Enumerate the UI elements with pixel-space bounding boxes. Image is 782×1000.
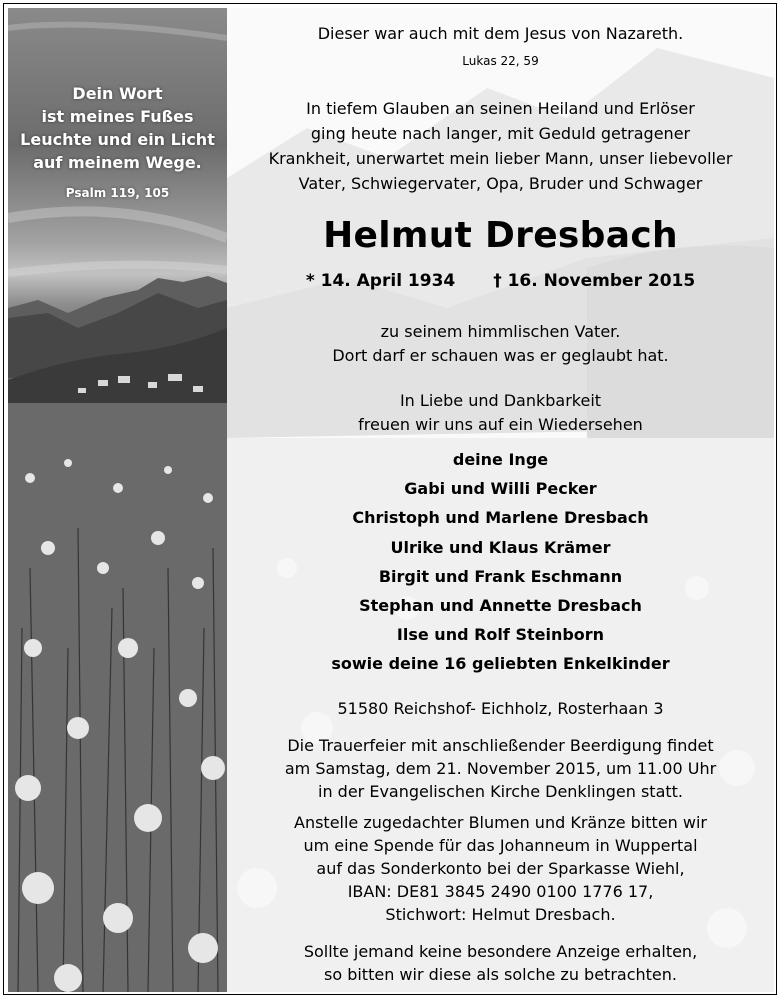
intro-paragraph (227, 96, 774, 196)
thanks-line: freuen wir uns auf ein Wiedersehen (358, 415, 643, 434)
intro-line: Krankheit, unerwartet mein lieber Mann, unser liebevoller (268, 149, 733, 168)
deceased-name: Helmut Dresbach (323, 215, 678, 256)
death-date: † 16. November 2015 (493, 271, 696, 291)
farewell-line: Dort darf er schauen was er geglaubt hat. (332, 346, 669, 365)
thanks-paragraph (227, 389, 774, 437)
psalm-quote (8, 82, 227, 205)
intro-line: In tiefem Glauben an seinen Heiland und Erlöser (306, 99, 695, 118)
family-address: 51580 Reichshof- Eichholz, Rosterhaan 3 (337, 699, 664, 718)
donation-info (227, 811, 774, 926)
funeral-line: in der Evangelischen Kirche Denklingen statt. (318, 782, 683, 801)
mourner: Stephan und Annette Dresbach (359, 596, 642, 616)
funeral-line: am Samstag, dem 21. November 2015, um 11.00 Uhr (284, 759, 717, 778)
mourner: Gabi und Willi Pecker (404, 479, 597, 499)
life-dates (227, 271, 774, 291)
donation-line: um eine Spende für das Johanneum in Wuppertal (303, 836, 698, 855)
bible-verse-reference: Lukas 22, 59 (462, 54, 539, 68)
quote-line: auf meinem Wege. (33, 153, 202, 172)
funeral-line: Die Trauerfeier mit anschließender Beerdigung findet (287, 736, 714, 755)
birth-date: * 14. April 1934 (305, 271, 456, 291)
quote-line: Leuchte und ein Licht (20, 130, 215, 149)
meadow-mountain-photo (8, 8, 227, 992)
mourner: Birgit und Frank Eschmann (378, 566, 623, 586)
farewell-paragraph (227, 320, 774, 368)
mourner: Christoph und Marlene Dresbach (352, 508, 649, 528)
intro-line: ging heute nach langer, mit Geduld getragener (310, 124, 691, 143)
closing-line: so bitten wir diese als solche zu betrachten. (323, 965, 677, 984)
bible-verse: Dieser war auch mit dem Jesus von Nazareth. (317, 24, 684, 43)
donation-line: auf das Sonderkonto bei der Sparkasse Wiehl, (316, 859, 685, 878)
funeral-info (227, 734, 774, 803)
closing-note (227, 940, 774, 986)
mourners-list (227, 445, 774, 679)
donation-line: IBAN: DE81 3845 2490 0100 1776 17, (347, 882, 654, 901)
notice-text (227, 8, 774, 992)
intro-line: Vater, Schwiegervater, Opa, Bruder und Schwager (298, 174, 703, 193)
closing-line: Sollte jemand keine besondere Anzeige erhalten, (303, 942, 698, 961)
thanks-line: In Liebe und Dankbarkeit (399, 391, 602, 410)
quote-line: ist meines Fußes (41, 107, 194, 126)
mourner: Ulrike und Klaus Krämer (390, 537, 611, 557)
mourner: sowie deine 16 geliebten Enkelkinder (331, 654, 670, 674)
mourner: Ilse und Rolf Steinborn (396, 625, 605, 645)
quote-line: Dein Wort (72, 84, 163, 103)
donation-line: Anstelle zugedachter Blumen und Kränze bitten wir (294, 813, 707, 832)
mourner: deine Inge (452, 450, 549, 469)
donation-line: Stichwort: Helmut Dresbach. (385, 905, 616, 924)
quote-reference: Psalm 119, 105 (65, 186, 170, 200)
obituary-notice (3, 3, 777, 995)
farewell-line: zu seinem himmlischen Vater. (380, 322, 621, 341)
